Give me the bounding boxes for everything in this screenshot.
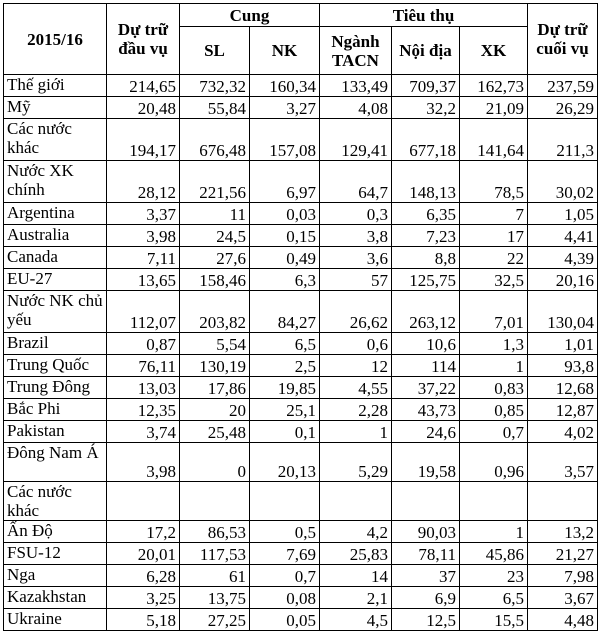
table-cell: 11 <box>180 203 250 225</box>
table-cell: 1,3 <box>460 333 528 355</box>
table-cell: 133,49 <box>320 75 392 97</box>
table-cell: 32,2 <box>392 97 460 119</box>
table-cell <box>528 482 598 521</box>
table-cell: 6,3 <box>250 269 320 291</box>
table-cell: 0,49 <box>250 247 320 269</box>
row-label: Australia <box>4 225 107 247</box>
table-cell: 263,12 <box>392 291 460 333</box>
table-cell: 76,11 <box>107 355 180 377</box>
table-cell: 162,73 <box>460 75 528 97</box>
table-cell: 15,5 <box>460 609 528 631</box>
table-cell: 14 <box>320 565 392 587</box>
header-imports: NK <box>250 27 320 75</box>
table-cell: 64,7 <box>320 161 392 203</box>
table-cell: 32,5 <box>460 269 528 291</box>
table-cell: 5,29 <box>320 443 392 482</box>
table-cell: 86,53 <box>180 521 250 543</box>
table-cell <box>107 482 180 521</box>
table-cell: 3,27 <box>250 97 320 119</box>
table-cell: 158,46 <box>180 269 250 291</box>
table-cell: 30,02 <box>528 161 598 203</box>
row-label: Trung Đông <box>4 377 107 399</box>
table-cell: 211,3 <box>528 119 598 161</box>
table-cell: 21,27 <box>528 543 598 565</box>
row-label: Mỹ <box>4 97 107 119</box>
table-cell: 13,75 <box>180 587 250 609</box>
table-cell: 78,11 <box>392 543 460 565</box>
table-cell: 4,02 <box>528 421 598 443</box>
row-label: Thế giới <box>4 75 107 97</box>
table-cell: 13,65 <box>107 269 180 291</box>
table-cell: 93,8 <box>528 355 598 377</box>
header-domestic: Nội địa <box>392 27 460 75</box>
table-cell: 22 <box>460 247 528 269</box>
table-cell: 20,16 <box>528 269 598 291</box>
table-cell: 0,6 <box>320 333 392 355</box>
table-cell: 114 <box>392 355 460 377</box>
table-cell: 24,5 <box>180 225 250 247</box>
table-cell: 7 <box>460 203 528 225</box>
table-cell: 0,15 <box>250 225 320 247</box>
table-cell: 23 <box>460 565 528 587</box>
table-cell: 117,53 <box>180 543 250 565</box>
table-body <box>4 75 598 631</box>
table-cell: 1 <box>460 355 528 377</box>
table-cell: 6,9 <box>392 587 460 609</box>
table-cell: 0,1 <box>250 421 320 443</box>
row-label: Nước NK chủ yếu <box>4 291 107 333</box>
table-cell: 26,29 <box>528 97 598 119</box>
table-row <box>4 482 598 521</box>
table-row <box>4 75 598 97</box>
table-cell: 12,68 <box>528 377 598 399</box>
table-cell: 0 <box>180 443 250 482</box>
header-exports: XK <box>460 27 528 75</box>
table-cell: 4,41 <box>528 225 598 247</box>
table-cell: 2,28 <box>320 399 392 421</box>
row-label: Brazil <box>4 333 107 355</box>
table-cell: 55,84 <box>180 97 250 119</box>
table-cell <box>320 482 392 521</box>
table-cell: 6,97 <box>250 161 320 203</box>
table-cell: 1 <box>320 421 392 443</box>
table-cell: 7,11 <box>107 247 180 269</box>
table-row <box>4 565 598 587</box>
table-cell: 27,25 <box>180 609 250 631</box>
table-cell: 12,5 <box>392 609 460 631</box>
table-cell: 3,57 <box>528 443 598 482</box>
table-cell: 3,98 <box>107 443 180 482</box>
table-cell: 0,96 <box>460 443 528 482</box>
table-cell: 1 <box>460 521 528 543</box>
row-label: Nga <box>4 565 107 587</box>
table-cell <box>392 482 460 521</box>
table-cell: 17,2 <box>107 521 180 543</box>
table-cell: 20 <box>180 399 250 421</box>
row-label: Ấn Độ <box>4 521 107 543</box>
table-cell: 12,87 <box>528 399 598 421</box>
row-label: Đông Nam Á <box>4 443 107 482</box>
table-cell: 7,23 <box>392 225 460 247</box>
table-cell: 3,37 <box>107 203 180 225</box>
table-cell: 125,75 <box>392 269 460 291</box>
table-cell: 157,08 <box>250 119 320 161</box>
table-cell: 148,13 <box>392 161 460 203</box>
table-cell: 5,54 <box>180 333 250 355</box>
table-cell: 3,74 <box>107 421 180 443</box>
table-row <box>4 97 598 119</box>
header-consumption: Tiêu thụ <box>320 4 528 27</box>
table-row <box>4 269 598 291</box>
table-row <box>4 443 598 482</box>
table-cell: 20,01 <box>107 543 180 565</box>
row-label: Các nước khác <box>4 119 107 161</box>
table-cell: 19,85 <box>250 377 320 399</box>
table-cell: 8,8 <box>392 247 460 269</box>
table-cell: 27,6 <box>180 247 250 269</box>
table-cell: 28,12 <box>107 161 180 203</box>
row-label: Nước XK chính <box>4 161 107 203</box>
table-cell: 6,5 <box>460 587 528 609</box>
table-row <box>4 225 598 247</box>
table-cell: 221,56 <box>180 161 250 203</box>
table-cell: 0,05 <box>250 609 320 631</box>
table-row <box>4 203 598 225</box>
table-cell: 0,87 <box>107 333 180 355</box>
table-cell: 4,55 <box>320 377 392 399</box>
table-row <box>4 421 598 443</box>
table-row <box>4 291 598 333</box>
table-cell: 4,48 <box>528 609 598 631</box>
table-row <box>4 247 598 269</box>
table-cell: 45,86 <box>460 543 528 565</box>
header-production: SL <box>180 27 250 75</box>
table-cell: 25,83 <box>320 543 392 565</box>
table-cell: 676,48 <box>180 119 250 161</box>
table-cell: 237,59 <box>528 75 598 97</box>
row-label: Canada <box>4 247 107 269</box>
table-cell: 0,7 <box>250 565 320 587</box>
table-cell: 12,35 <box>107 399 180 421</box>
table-cell: 0,08 <box>250 587 320 609</box>
table-cell: 130,19 <box>180 355 250 377</box>
table-cell: 90,03 <box>392 521 460 543</box>
table-cell: 1,01 <box>528 333 598 355</box>
row-label: FSU-12 <box>4 543 107 565</box>
row-label: Các nước khác <box>4 482 107 521</box>
table-cell: 0,7 <box>460 421 528 443</box>
table-cell: 3,67 <box>528 587 598 609</box>
table-cell: 194,17 <box>107 119 180 161</box>
header-year: 2015/16 <box>4 4 107 75</box>
table-cell: 13,03 <box>107 377 180 399</box>
row-label: Pakistan <box>4 421 107 443</box>
table-cell: 61 <box>180 565 250 587</box>
table-cell: 1,05 <box>528 203 598 225</box>
table-cell: 7,69 <box>250 543 320 565</box>
row-label: Argentina <box>4 203 107 225</box>
table-cell: 24,6 <box>392 421 460 443</box>
row-label: Kazakhstan <box>4 587 107 609</box>
table-cell: 4,08 <box>320 97 392 119</box>
table-cell: 677,18 <box>392 119 460 161</box>
table-row <box>4 543 598 565</box>
table-row <box>4 587 598 609</box>
table-cell: 214,65 <box>107 75 180 97</box>
table-cell: 709,37 <box>392 75 460 97</box>
table-cell: 2,1 <box>320 587 392 609</box>
table-cell <box>250 482 320 521</box>
table-row <box>4 609 598 631</box>
table-row <box>4 355 598 377</box>
table-cell: 37 <box>392 565 460 587</box>
table-cell: 10,6 <box>392 333 460 355</box>
table-row <box>4 119 598 161</box>
table-header <box>4 4 598 75</box>
table-cell: 43,73 <box>392 399 460 421</box>
table-row <box>4 333 598 355</box>
table-cell: 19,58 <box>392 443 460 482</box>
table-row <box>4 161 598 203</box>
table-row <box>4 377 598 399</box>
table-cell: 17 <box>460 225 528 247</box>
row-label: Ukraine <box>4 609 107 631</box>
row-label: Trung Quốc <box>4 355 107 377</box>
row-label: EU-27 <box>4 269 107 291</box>
table-row <box>4 521 598 543</box>
table-cell: 12 <box>320 355 392 377</box>
table-cell: 25,1 <box>250 399 320 421</box>
table-cell: 3,8 <box>320 225 392 247</box>
table-cell: 0,83 <box>460 377 528 399</box>
table-cell: 2,5 <box>250 355 320 377</box>
table-cell: 4,2 <box>320 521 392 543</box>
table-cell: 20,13 <box>250 443 320 482</box>
table-cell <box>460 482 528 521</box>
table-row <box>4 399 598 421</box>
table-cell: 0,85 <box>460 399 528 421</box>
table-cell: 6,35 <box>392 203 460 225</box>
table-cell: 25,48 <box>180 421 250 443</box>
table-cell: 203,82 <box>180 291 250 333</box>
table-cell: 3,6 <box>320 247 392 269</box>
table-cell: 732,32 <box>180 75 250 97</box>
header-opening-stock: Dự trữ đầu vụ <box>107 4 180 75</box>
table-cell: 141,64 <box>460 119 528 161</box>
table-cell: 0,3 <box>320 203 392 225</box>
row-label: Bắc Phi <box>4 399 107 421</box>
table-cell: 7,01 <box>460 291 528 333</box>
table-cell: 20,48 <box>107 97 180 119</box>
table-cell: 4,39 <box>528 247 598 269</box>
table-cell <box>180 482 250 521</box>
table-cell: 21,09 <box>460 97 528 119</box>
table-cell: 84,27 <box>250 291 320 333</box>
table-cell: 0,03 <box>250 203 320 225</box>
table-cell: 5,18 <box>107 609 180 631</box>
table-cell: 57 <box>320 269 392 291</box>
table-cell: 3,25 <box>107 587 180 609</box>
header-feed: Ngành TACN <box>320 27 392 75</box>
table-cell: 4,5 <box>320 609 392 631</box>
table-cell: 78,5 <box>460 161 528 203</box>
table-cell: 112,07 <box>107 291 180 333</box>
table-cell: 13,2 <box>528 521 598 543</box>
table-cell: 0,5 <box>250 521 320 543</box>
table-cell: 26,62 <box>320 291 392 333</box>
header-ending-stock: Dự trữ cuối vụ <box>528 4 598 75</box>
table-cell: 160,34 <box>250 75 320 97</box>
table-cell: 17,86 <box>180 377 250 399</box>
table-cell: 37,22 <box>392 377 460 399</box>
table-cell: 3,98 <box>107 225 180 247</box>
table-cell: 130,04 <box>528 291 598 333</box>
header-supply: Cung <box>180 4 320 27</box>
table-cell: 7,98 <box>528 565 598 587</box>
table-cell: 6,5 <box>250 333 320 355</box>
supply-demand-table <box>3 3 598 631</box>
table-cell: 129,41 <box>320 119 392 161</box>
table-cell: 6,28 <box>107 565 180 587</box>
